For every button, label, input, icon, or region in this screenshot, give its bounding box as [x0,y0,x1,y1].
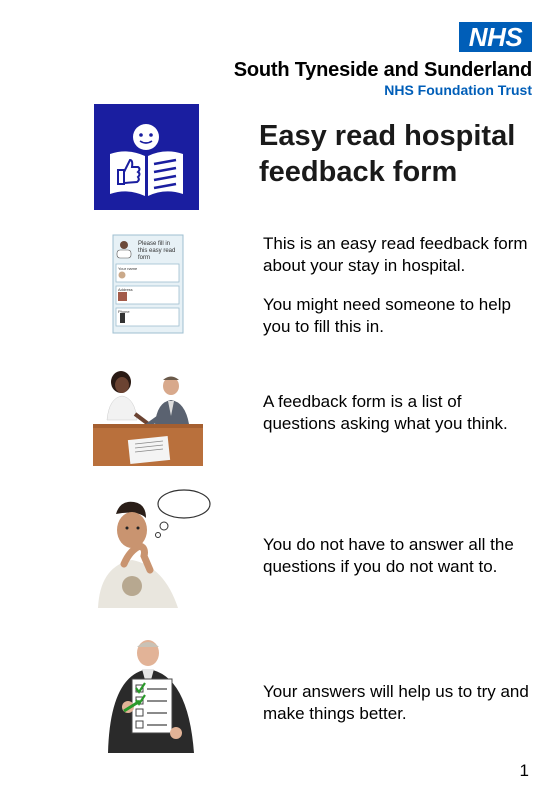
paragraph: A feedback form is a list of questions asking what you think. [263,392,508,433]
meeting-illustration [93,368,203,466]
form-field-label: Address [118,287,133,292]
form-icon [112,234,184,334]
form-line: this easy read [138,248,176,254]
paragraph: You do not have to answer all the questions if you do not want to. [263,535,514,576]
form-line: Please fill in [138,241,171,247]
page-title: Easy read hospital feedback form [259,120,516,188]
trust-name: South Tyneside and Sunderland [233,59,532,81]
checklist-person-illustration [104,635,198,753]
form-line: form [138,255,150,261]
page-number: 1 [519,761,529,780]
form-field-label: Your name [118,266,138,271]
easy-read-icon [94,104,199,210]
form-field-label: Phone [118,309,130,314]
paragraph: Your answers will help us to try and make things better. [263,682,529,723]
paragraph: This is an easy read feedback form about your stay in hospital. [263,234,528,275]
trust-subtitle: NHS Foundation Trust [384,82,532,98]
paragraph: You might need someone to help you to fill this in. [263,295,511,336]
thinking-person-illustration [94,486,214,608]
nhs-logo: NHS [459,22,532,52]
